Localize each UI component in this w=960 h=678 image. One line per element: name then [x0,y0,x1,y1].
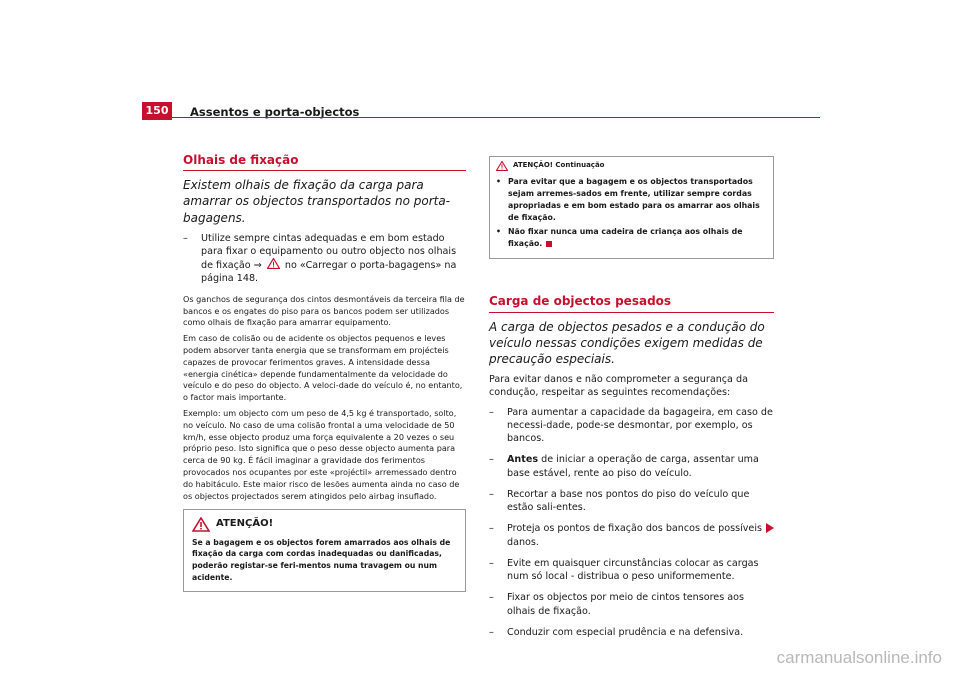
running-title: Assentos e porta-objectos [190,105,360,119]
warning-triangle-icon [192,517,210,532]
list-item [489,488,774,514]
list-item-text: Conduzir com especial prudência e na defensiva. [507,626,744,638]
instruction-step [183,232,466,286]
warning-box [183,509,466,593]
warning-continuation-header [496,161,767,171]
warning-text: Se a bagagem e os objectos forem amarrados aos olhais de fixação da carga com cordas inadequadas ou danificadas, poderão registar-se feri-mentos numa travagem ou num acidente. [192,537,451,583]
step-text-before: Utilize sempre cintas adequadas e em bom estado para fixar o equipamento ou outro objecto nos olhais de fixação ⇒ [201,232,457,272]
paragraph-seat-hooks: Os ganchos de segurança dos cintos desmontáveis da terceira fila de bancos e os engates do piso para os bancos podem ser utilizados como olhais de fixação para amarrar equipamento. [183,293,465,328]
step-text-after: no «Carregar o porta-bagagens» na página 148. [201,260,457,285]
warning-bullet [496,226,767,250]
dash-marker: – [489,523,494,535]
warning-bullet-text: Não fixar nunca uma cadeira de criança aos olhais de fixação. [508,227,743,249]
warning-triangle-icon [267,258,280,269]
list-item-text: Evite em quaisquer circunstâncias colocar as cargas num só local - distribua o peso uniformemente. [507,557,759,583]
section-heading-heavy-loads: Carga de objectos pesados [489,293,774,312]
dash-marker: – [489,592,494,604]
dash-marker: – [489,626,494,638]
watermark: carmanualsonline.info [776,648,942,667]
list-item [489,522,774,548]
dash-marker: – [489,406,494,418]
paragraph-collision: Em caso de colisão ou de acidente os objectos pequenos e leves podem absorver tanta energia que se transformam em projécteis capazes de provocar ferimentos graves. A intensidade dessa «energia cinética» depende fundamentalmente da velocidade do veículo e do peso do objecto. A veloci-dade do veículo é, no entanto, o factor mais importante. [183,333,463,403]
right-column [489,156,774,647]
list-item [489,557,774,583]
dash-marker: – [489,454,494,466]
section-intro: A carga de objectos pesados e a condução do veículo nessas condições exigem medidas de precaução especiais. [489,319,765,367]
left-column [183,152,466,592]
page-number: 150 [142,102,172,120]
list-item-text: Proteja os pontos de fixação dos bancos de possíveis danos. [507,523,762,548]
next-page-arrow-icon [766,523,774,533]
list-item-text: de iniciar a operação de carga, assentar uma base estável, rente ao piso do veículo. [507,454,759,479]
list-item-text: Para aumentar a capacidade da bagageira, em caso de necessi-dade, pode-se desmontar, por exemplo, os bancos. [507,406,773,445]
warning-header [192,517,457,532]
list-item [489,406,774,446]
paragraph-example: Exemplo: um objecto com um peso de 4,5 kg é transportado, solto, no veículo. No caso de uma colisão frontal a uma velocidade de 50 km/h, esse objecto produz uma força equivalente a 20 vezes o seu próprio peso. Isto significa que o peso desse objecto aumenta para cerca de 90 kg. É fácil imaginar a gravidade dos ferimentos provocados nos ocupantes por este «projéctil» arremessado dentro do habitáculo. Este maior risco de lesões aumenta ainda no caso de os objectos projectados serem atingidos pelo airbag insuflado. [183,408,460,501]
end-of-section-square-icon [546,241,552,247]
warning-bullet [496,176,767,224]
warning-triangle-icon [496,161,508,171]
dash-marker: – [489,488,494,500]
bullet-marker: • [496,177,501,186]
warning-continuation-title: ATENÇÃO! Continuação [513,161,605,170]
lead-paragraph: Para evitar danos e não comprometer a segurança da condução, respeitar as seguintes recomendações: [489,374,748,399]
warning-title: ATENÇÃO! [216,518,274,530]
warning-continuation-box [489,156,774,259]
dash-marker: – [489,557,494,569]
bullet-marker: • [496,227,501,237]
list-item-bold-word: Antes [507,454,539,466]
dash-marker: – [183,232,188,244]
list-item [489,626,774,639]
list-item-text: Fixar os objectos por meio de cintos tensores aos olhais de fixação. [507,592,745,617]
section-heading-fixation-eyelets: Olhais de fixação [183,152,466,171]
header-rule [172,117,820,118]
list-item [489,453,774,479]
list-item-text: Recortar a base nos pontos do piso do veículo que estão sali-entes. [507,488,750,514]
section-intro: Existem olhais de fixação da carga para amarrar os objectos transportados no porta-bagagens. [183,178,451,225]
list-item [489,591,774,617]
warning-bullet-text: Para evitar que a bagagem e os objectos transportados sejam arremes-sados em frente, utilizar sempre cordas apropriadas e em bom estado para os amarrar aos olhais de fixação. [508,177,760,223]
